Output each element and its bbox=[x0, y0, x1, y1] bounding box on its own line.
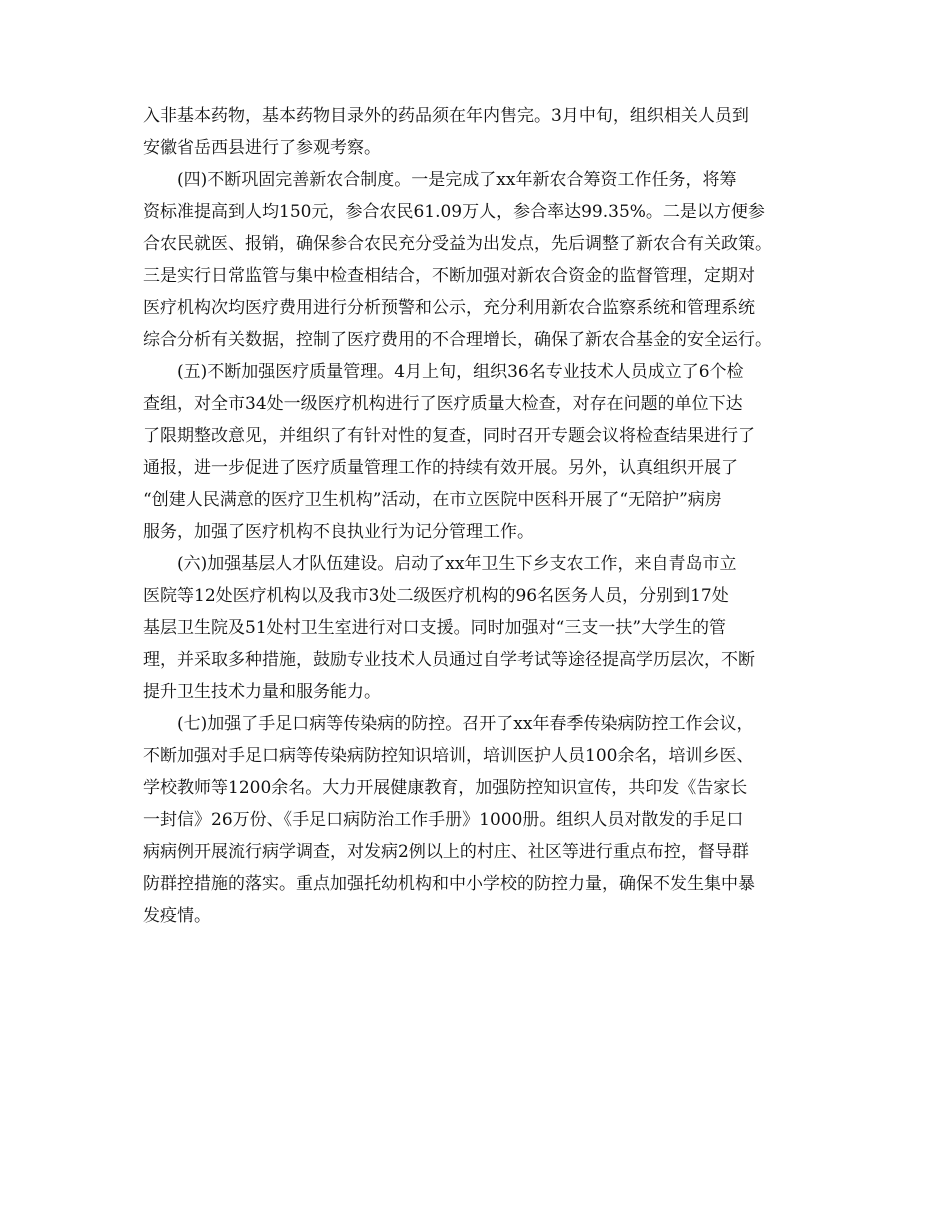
text-line: 一封信》26万份、《手足口病防治工作手册》1000册。组织人员对散发的手足口 bbox=[143, 810, 744, 830]
text-line: 资标准提高到人均150元，参合农民61.09万人，参合率达99.35%。二是以方便参 bbox=[143, 202, 765, 222]
text-line: 合农民就医、报销，确保参合农民充分受益为出发点，先后调整了新农合有关政策。 bbox=[143, 234, 772, 254]
text-line: 提升卫生技术力量和服务能力。 bbox=[143, 682, 381, 702]
text-line: 服务，加强了医疗机构不良执业行为记分管理工作。 bbox=[143, 522, 534, 542]
text-line: 通报，进一步促进了医疗质量管理工作的持续有效开展。另外，认真组织开展了 bbox=[143, 458, 738, 478]
text-line: 理，并采取多种措施，鼓励专业技术人员通过自学考试等途径提高学历层次，不断 bbox=[143, 650, 755, 670]
text-line: 入非基本药物，基本药物目录外的药品须在年内售完。3月中旬，组织相关人员到 bbox=[143, 106, 749, 126]
text-line: 基层卫生院及51处村卫生室进行对口支援。同时加强对“三支一扶”大学生的管 bbox=[143, 618, 727, 638]
section-heading-line: (五)不断加强医疗质量管理。4月上旬，组织36名专业技术人员成立了6个检 bbox=[177, 362, 744, 382]
section-heading-line: (七)加强了手足口病等传染病的防控。召开了xx年春季传染病防控工作会议， bbox=[177, 714, 754, 734]
text-line: 查组，对全市34处一级医疗机构进行了医疗质量大检查，对存在问题的单位下达 bbox=[143, 394, 743, 414]
text-line: 综合分析有关数据，控制了医疗费用的不合理增长，确保了新农合基金的安全运行。 bbox=[143, 330, 772, 350]
text-line: 不断加强对手足口病等传染病防控知识培训，培训医护人员100余名，培训乡医、 bbox=[143, 746, 754, 766]
text-line: “创建人民满意的医疗卫生机构”活动，在市立医院中医科开展了“无陪护”病房 bbox=[143, 490, 722, 510]
text-line: 学校教师等1200余名。大力开展健康教育，加强防控知识宣传，共印发《告家长 bbox=[143, 778, 748, 798]
text-line: 病病例开展流行病学调查，对发病2例以上的村庄、社区等进行重点布控，督导群 bbox=[143, 842, 749, 862]
text-line: 防群控措施的落实。重点加强托幼机构和中小学校的防控力量，确保不发生集中暴 bbox=[143, 874, 755, 894]
document-body bbox=[143, 100, 843, 932]
section-heading-line: (六)加强基层人才队伍建设。启动了xx年卫生下乡支农工作，来自青岛市立 bbox=[177, 554, 737, 574]
text-line: 医院等12处医疗机构以及我市3处二级医疗机构的96名医务人员，分别到17处 bbox=[143, 586, 729, 606]
text-line: 安徽省岳西县进行了参观考察。 bbox=[143, 138, 381, 158]
text-line: 了限期整改意见，并组织了有针对性的复查，同时召开专题会议将检查结果进行了 bbox=[143, 426, 755, 446]
text-line: 发疫情。 bbox=[143, 906, 211, 926]
text-line: 医疗机构次均医疗费用进行分析预警和公示，充分利用新农合监察系统和管理系统 bbox=[143, 298, 755, 318]
text-line: 三是实行日常监管与集中检查相结合，不断加强对新农合资金的监督管理，定期对 bbox=[143, 266, 755, 286]
section-heading-line: (四)不断巩固完善新农合制度。一是完成了xx年新农合筹资工作任务，将筹 bbox=[177, 170, 737, 190]
